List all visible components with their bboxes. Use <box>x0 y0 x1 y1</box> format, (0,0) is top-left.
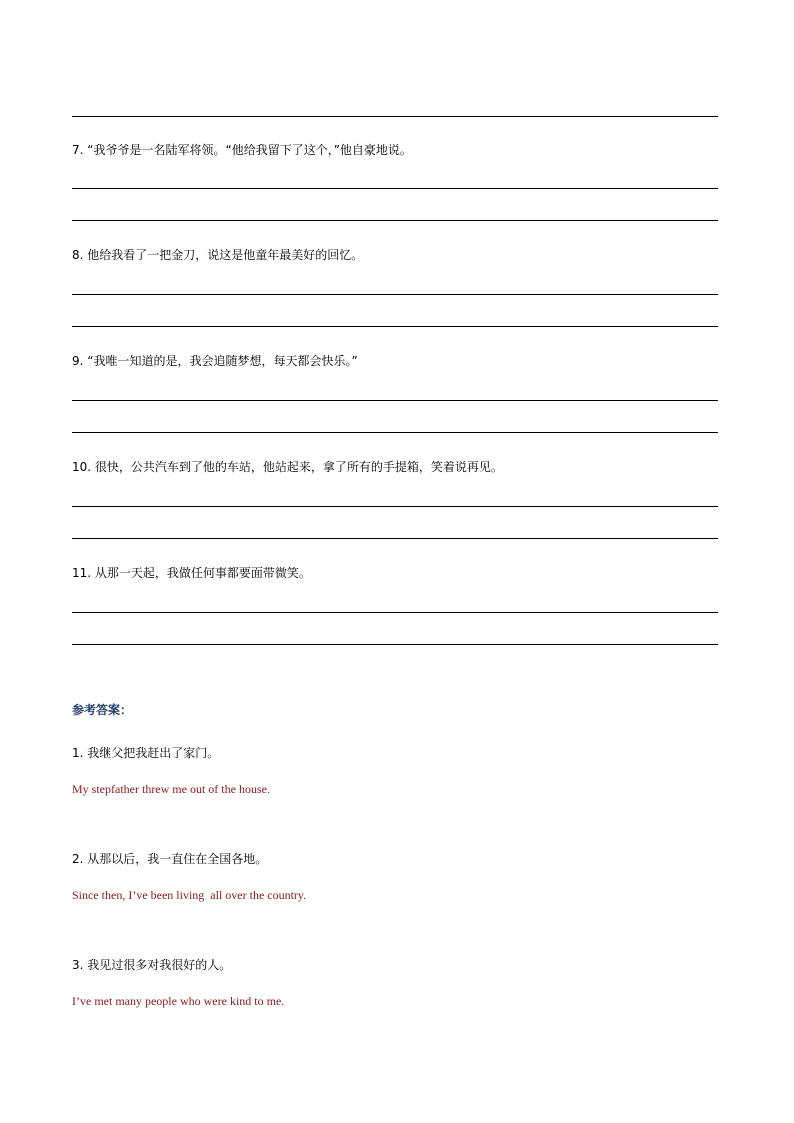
answer-line <box>72 612 718 613</box>
answer-3-en: I’ve met many people who were kind to me. <box>72 994 285 1008</box>
question-10 <box>72 459 503 475</box>
answer-chinese: 我见过很多对我很好的人。 <box>87 958 232 972</box>
answer-number: 2. <box>72 852 84 866</box>
question-number: 10. <box>72 460 92 474</box>
answer-line <box>72 220 718 221</box>
answer-line <box>72 400 718 401</box>
question-8 <box>72 247 363 263</box>
question-text: “我唯一知道的是，我会追随梦想，每天都会快乐。” <box>87 354 358 368</box>
question-text: 他给我看了一把金刀，说这是他童年最美好的回忆。 <box>87 248 364 262</box>
answer-chinese: 从那以后，我一直住在全国各地。 <box>87 852 268 866</box>
answer-line <box>72 116 718 117</box>
answer-line <box>72 432 718 433</box>
answer-line <box>72 644 718 645</box>
answer-line <box>72 326 718 327</box>
question-7 <box>72 142 412 158</box>
answer-2-en: Since then, I’ve been living all over the country. <box>72 888 307 902</box>
question-9 <box>72 353 358 369</box>
question-number: 8. <box>72 248 84 262</box>
question-text: 从那一天起，我做任何事都要面带微笑。 <box>94 566 311 580</box>
answer-line <box>72 294 718 295</box>
answer-2-cn <box>72 851 267 867</box>
answer-3-cn <box>72 957 231 973</box>
answer-line <box>72 538 718 539</box>
question-number: 7. <box>72 143 84 157</box>
answer-number: 3. <box>72 958 84 972</box>
answer-1-cn <box>72 745 219 761</box>
question-number: 9. <box>72 354 84 368</box>
answer-number: 1. <box>72 746 84 760</box>
question-text: 很快，公共汽车到了他的车站，他站起来，拿了所有的手提箱，笑着说再见。 <box>94 460 503 474</box>
question-11 <box>72 565 311 581</box>
answer-line <box>72 506 718 507</box>
question-number: 11. <box>72 566 92 580</box>
answer-line <box>72 188 718 189</box>
answer-chinese: 我继父把我赶出了家门。 <box>87 746 220 760</box>
answers-heading: 参考答案： <box>72 703 133 717</box>
answer-1-en: My stepfather threw me out of the house. <box>72 782 270 796</box>
question-text: “我爷爷是一名陆军将领。“他给我留下了这个，”他自豪地说。 <box>87 143 412 157</box>
